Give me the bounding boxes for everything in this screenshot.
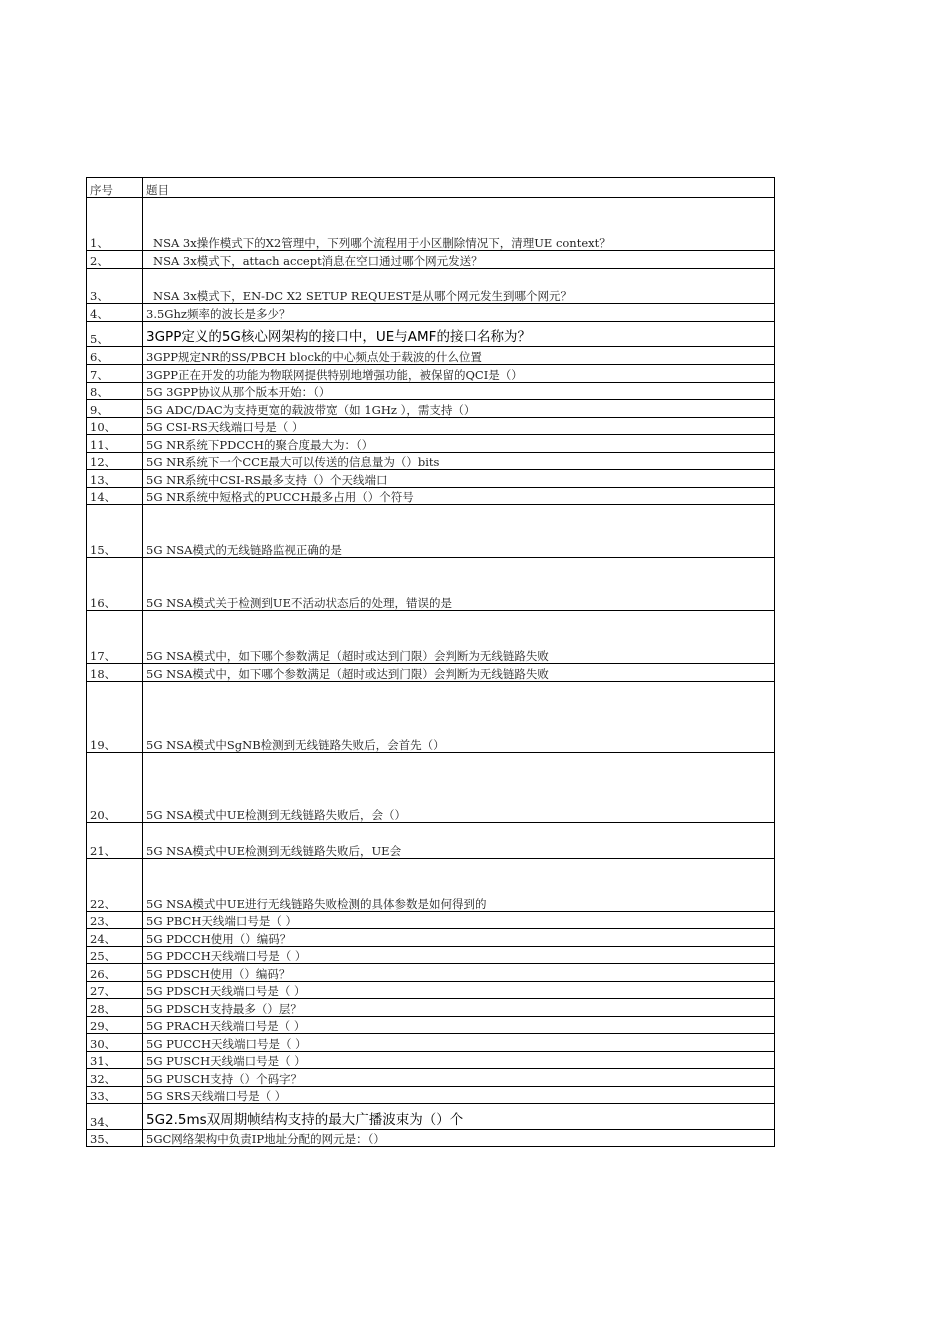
row-question: 5G PUSCH天线端口号是（ ） <box>146 1053 306 1068</box>
table-row <box>87 453 774 470</box>
table-row <box>87 664 774 682</box>
table-row <box>87 558 774 611</box>
row-question: 5G SRS天线端口号是（ ） <box>146 1088 287 1103</box>
question-table <box>86 177 775 1147</box>
row-question: NSA 3x模式下，EN-DC X2 SETUP REQUEST是从哪个网元发生到哪个网元？ <box>153 288 573 303</box>
row-question: 5G NSA模式的无线链路监视正确的是 <box>146 542 342 557</box>
row-question: 5G 3GPP协议从那个版本开始：（） <box>146 384 331 399</box>
row-question: 3GPP正在开发的功能为物联网提供特别地增强功能，被保留的QCI是（） <box>146 367 523 382</box>
row-number: 16、 <box>87 558 143 610</box>
row-question: 5G PRACH天线端口号是（ ） <box>146 1018 306 1033</box>
row-question: 5G PDCCH天线端口号是（ ） <box>146 948 307 963</box>
table-row <box>87 470 774 488</box>
table-row <box>87 347 774 365</box>
table-row <box>87 823 774 859</box>
table-row <box>87 1130 774 1147</box>
row-number: 2、 <box>87 251 143 268</box>
table-row <box>87 1069 774 1087</box>
table-row <box>87 304 774 322</box>
row-number: 24、 <box>87 929 143 946</box>
row-question: 3GPP规定NR的SS/PBCH block的中心频点处于载波的什么位置 <box>146 349 482 364</box>
row-question: 5G PDSCH使用（）编码？ <box>146 966 291 981</box>
table-row <box>87 488 774 505</box>
row-number: 10、 <box>87 418 143 434</box>
row-number: 11、 <box>87 435 143 452</box>
row-number: 8、 <box>87 383 143 399</box>
table-row <box>87 999 774 1017</box>
table-row <box>87 1017 774 1034</box>
row-question: 5G PDCCH使用（）编码？ <box>146 931 292 946</box>
row-number: 3、 <box>87 269 143 303</box>
row-number: 35、 <box>87 1130 143 1146</box>
table-row <box>87 435 774 453</box>
row-number: 25、 <box>87 947 143 963</box>
row-question: 5G NR系统中CSI-RS最多支持（）个天线端口 <box>146 472 388 487</box>
row-number: 20、 <box>87 753 143 822</box>
table-row <box>87 269 774 304</box>
row-number: 21、 <box>87 823 143 858</box>
row-number: 14、 <box>87 488 143 504</box>
row-number: 23、 <box>87 912 143 928</box>
table-row <box>87 859 774 912</box>
row-question: 5G CSI-RS天线端口号是（ ） <box>146 419 304 434</box>
row-number: 19、 <box>87 682 143 752</box>
row-number: 28、 <box>87 999 143 1016</box>
table-row <box>87 383 774 400</box>
row-question: 3.5Ghz频率的波长是多少？ <box>146 306 291 321</box>
table-row <box>87 505 774 558</box>
row-question: 5G PDSCH支持最多（）层？ <box>146 1001 302 1016</box>
row-question: 3GPP定义的5G核心网架构的接口中，UE与AMF的接口名称为？ <box>146 328 531 345</box>
table-row <box>87 611 774 664</box>
row-number: 33、 <box>87 1087 143 1103</box>
row-question: 5G NR系统中短格式的PUCCH最多占用（）个符号 <box>146 489 414 504</box>
row-number: 27、 <box>87 982 143 998</box>
row-number: 15、 <box>87 505 143 557</box>
table-row <box>87 1052 774 1069</box>
table-row <box>87 753 774 823</box>
row-question: NSA 3x模式下，attach accept消息在空口通过哪个网元发送？ <box>153 253 483 268</box>
table-row <box>87 1087 774 1104</box>
row-question: 5G PBCH天线端口号是（ ） <box>146 913 298 928</box>
row-number: 13、 <box>87 470 143 487</box>
row-question: 5G ADC/DAC为支持更宽的载波带宽（如 1GHz ），需支持（） <box>146 402 476 417</box>
row-number: 32、 <box>87 1069 143 1086</box>
row-number: 1、 <box>87 198 143 250</box>
table-row <box>87 1034 774 1052</box>
table-header-row <box>87 178 774 198</box>
row-question: 5G NSA模式中SgNB检测到无线链路失败后，会首先（） <box>146 737 445 752</box>
row-number: 29、 <box>87 1017 143 1033</box>
row-question: 5G NSA模式中，如下哪个参数满足（超时或达到门限）会判断为无线链路失败 <box>146 666 549 681</box>
table-row <box>87 682 774 753</box>
row-number: 5、 <box>87 322 143 346</box>
table-row <box>87 365 774 383</box>
row-number: 34、 <box>87 1104 143 1129</box>
row-number: 6、 <box>87 347 143 364</box>
table-row <box>87 400 774 418</box>
table-row <box>87 418 774 435</box>
row-question: 5G NSA模式中，如下哪个参数满足（超时或达到门限）会判断为无线链路失败 <box>146 648 549 663</box>
row-question: 5G NR系统下PDCCH的聚合度最大为：（） <box>146 437 374 452</box>
table-row <box>87 198 774 251</box>
row-number: 12、 <box>87 453 143 469</box>
table-row <box>87 322 774 347</box>
row-question: NSA 3x操作模式下的X2管理中，下列哪个流程用于小区删除情况下，清理UE context？ <box>153 235 611 250</box>
row-question: 5G NSA模式中UE检测到无线链路失败后，UE会 <box>146 843 402 858</box>
header-question: 题目 <box>146 182 169 197</box>
header-number: 序号 <box>87 178 143 197</box>
row-number: 30、 <box>87 1034 143 1051</box>
row-question: 5G NSA模式中UE进行无线链路失败检测的具体参数是如何得到的 <box>146 896 487 911</box>
table-row <box>87 912 774 929</box>
row-question: 5G PUSCH支持（）个码字？ <box>146 1071 303 1086</box>
table-row <box>87 982 774 999</box>
row-number: 18、 <box>87 664 143 681</box>
row-question: 5G PDSCH天线端口号是（ ） <box>146 983 306 998</box>
row-number: 4、 <box>87 304 143 321</box>
row-question: 5G NSA模式关于检测到UE不活动状态后的处理，错误的是 <box>146 595 452 610</box>
row-question: 5GC网络架构中负责IP地址分配的网元是：（） <box>146 1131 385 1146</box>
table-row <box>87 1104 774 1130</box>
row-number: 9、 <box>87 400 143 417</box>
table-row <box>87 947 774 964</box>
row-number: 22、 <box>87 859 143 911</box>
table-row <box>87 964 774 982</box>
row-question: 5G PUCCH天线端口号是（ ） <box>146 1036 307 1051</box>
row-question: 5G NR系统下一个CCE最大可以传送的信息量为（）bits <box>146 454 440 469</box>
row-number: 26、 <box>87 964 143 981</box>
row-number: 7、 <box>87 365 143 382</box>
row-number: 31、 <box>87 1052 143 1068</box>
row-number: 17、 <box>87 611 143 663</box>
row-question: 5G NSA模式中UE检测到无线链路失败后，会（） <box>146 807 406 822</box>
row-question: 5G2.5ms双周期帧结构支持的最大广播波束为（）个 <box>146 1111 464 1128</box>
table-row <box>87 251 774 269</box>
table-row <box>87 929 774 947</box>
